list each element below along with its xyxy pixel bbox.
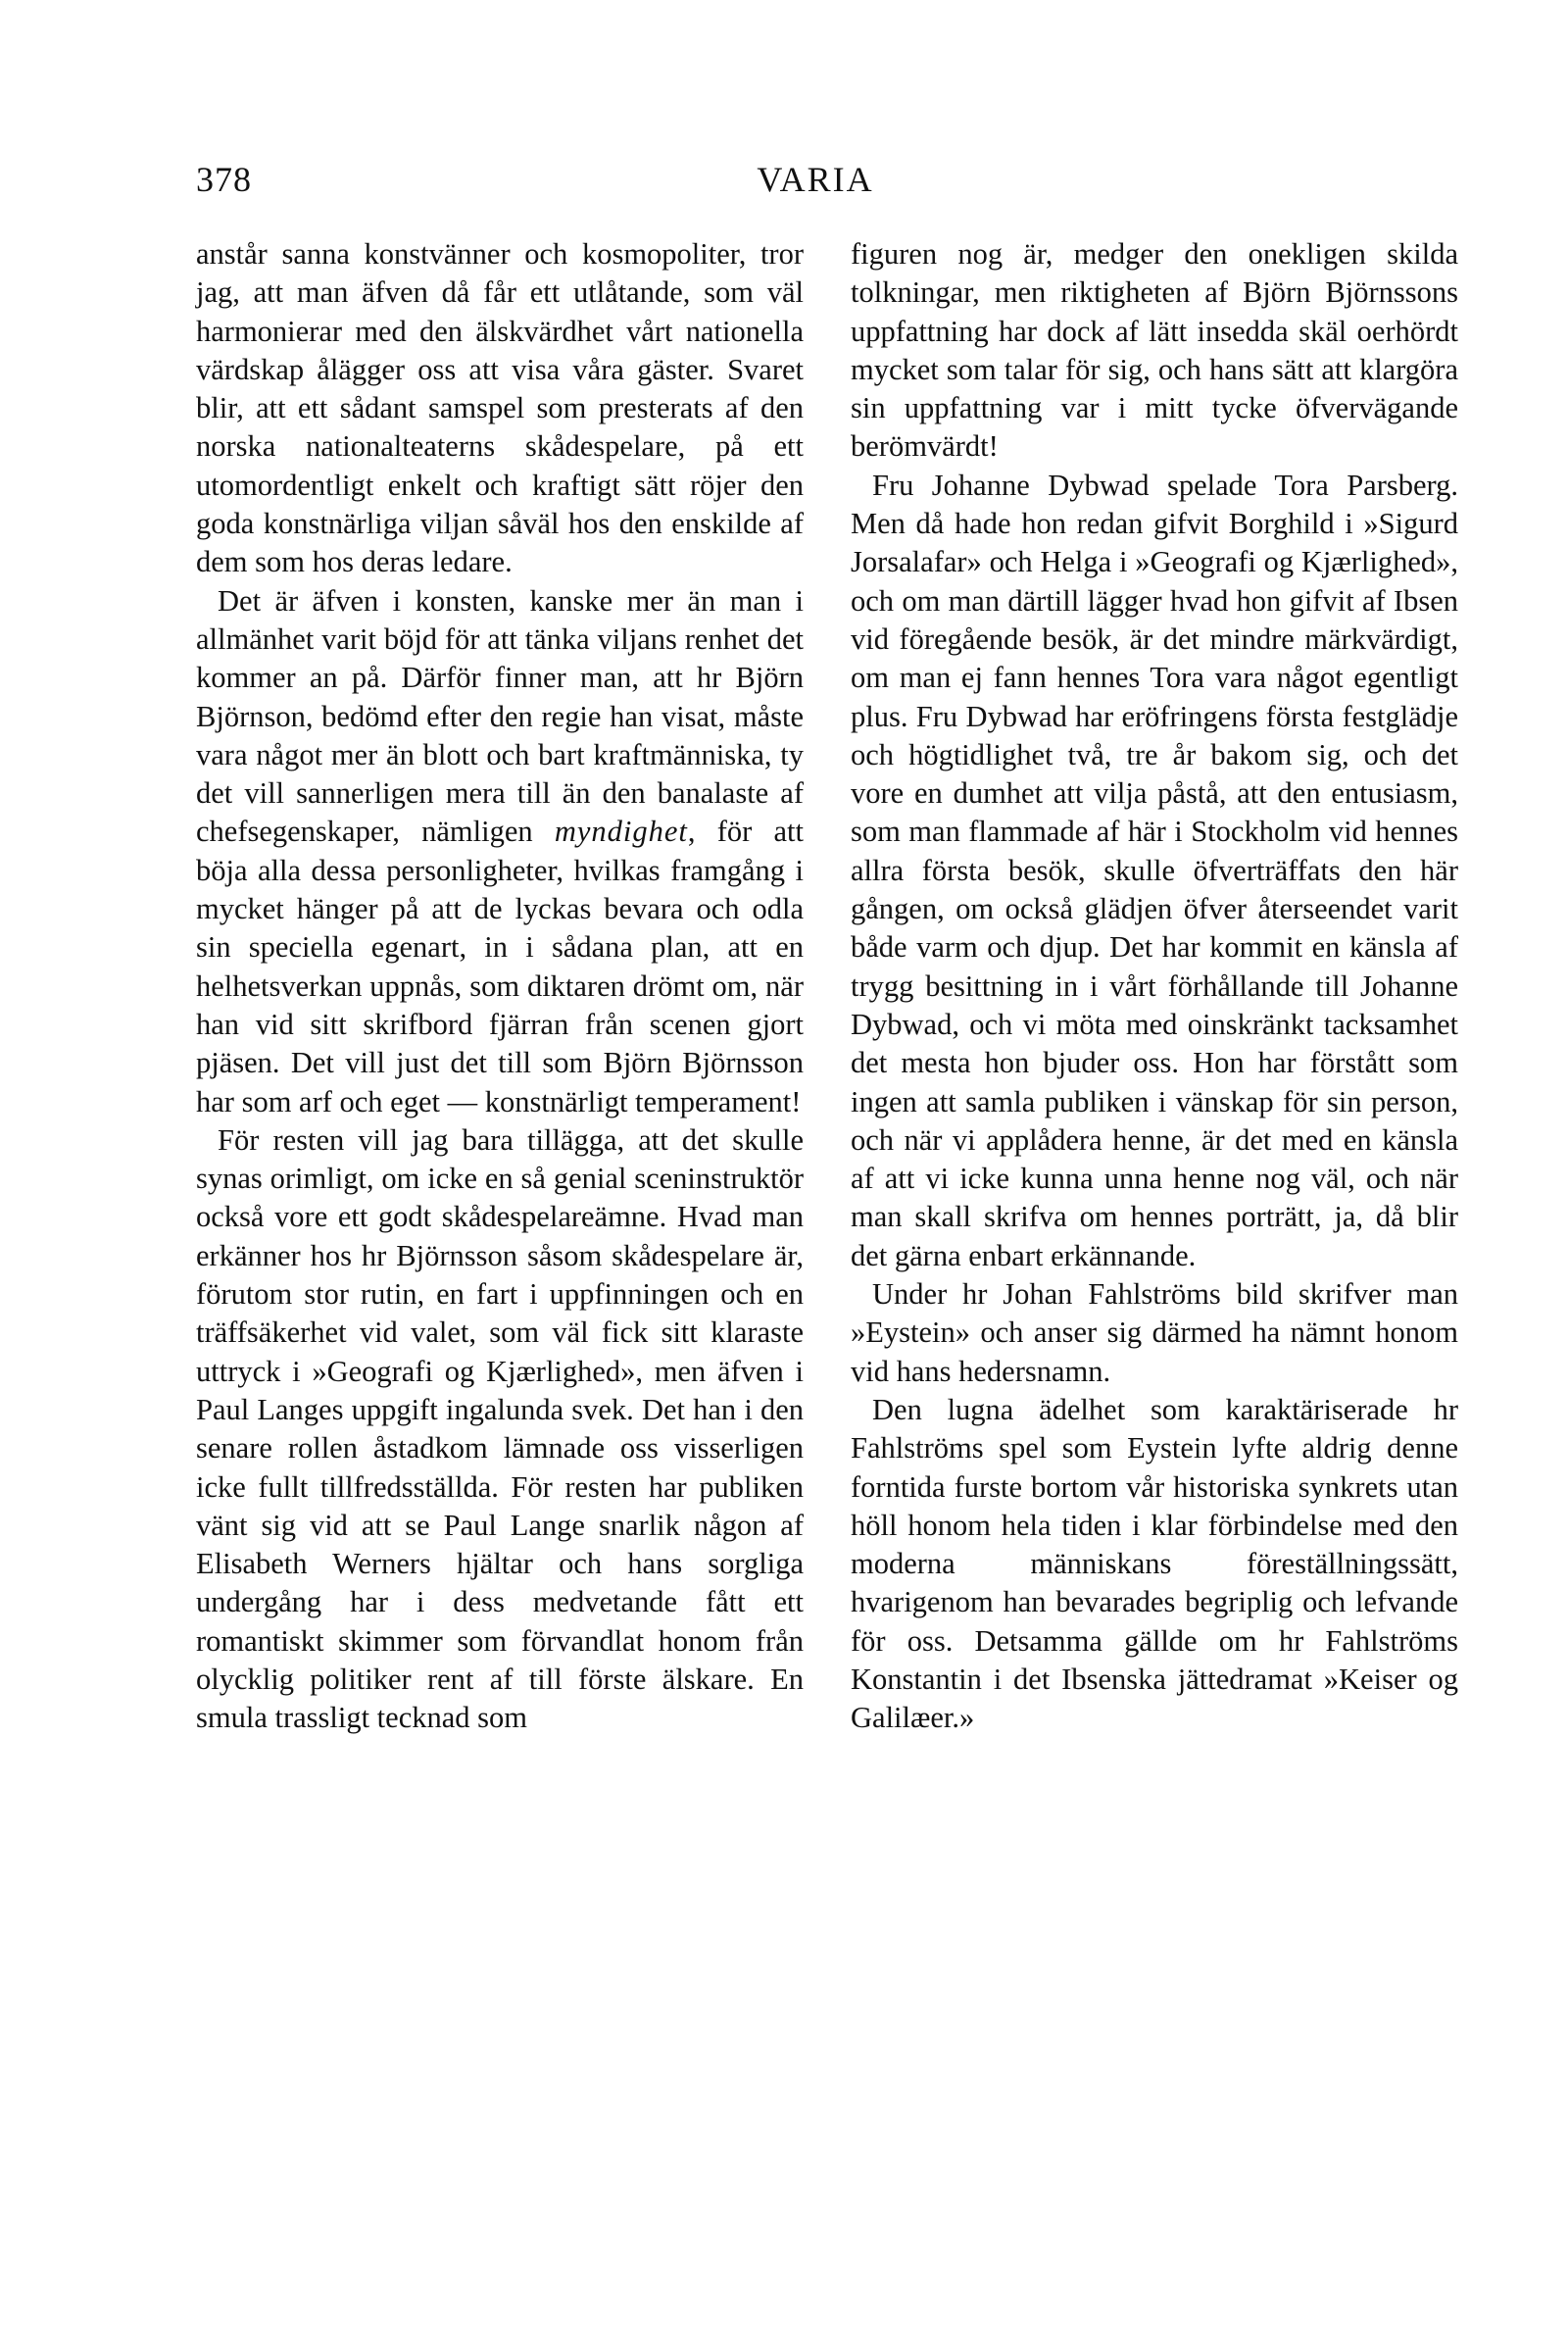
- running-head: VARIA: [757, 160, 874, 199]
- page-number: 378: [196, 160, 252, 199]
- left-column: [196, 235, 804, 1738]
- paragraph: Den lugna ädelhet som karaktäriserade hr Fahlströms spel som Eystein lyfte aldrig denne forntida furste bortom vår historiska synkrets utan höll honom hela tiden i klar förbindelse med den moderna människans föreställningssätt, hvarigenom han bevarades begriplig och lefvande för oss. Detsamma gällde om hr Fahlströms Konstantin i det Ibsenska jättedramat »Keiser og Galilæer.»: [851, 1392, 1458, 1735]
- right-column: [851, 235, 1458, 1738]
- paragraph: För resten vill jag bara tillägga, att det skulle synas orimligt, om icke en så genial sceninstruktör också vore ett godt skådespelareämne. Hvad man erkänner hos hr Björnsson såsom skådespelare är, förutom stor rutin, en fart i uppfinningen och en träffsäkerhet vid valet, som väl fick sitt klaraste uttryck i »Geografi og Kjærlighed», men äfven i Paul Langes uppgift ingalunda svek. Det han i den senare rollen åstadkom lämnade oss visserligen icke fullt tillfredsställda. För resten har publiken vänt sig vid att se Paul Lange snarlik någon af Elisabeth Werners hjältar och hans sorgliga undergång har i dess medvetande fått ett romantiskt skimmer som förvandlat honom från olycklig politiker rent af till förste älskare. En smula trassligt tecknad som: [196, 1122, 804, 1735]
- paragraph: figuren nog är, medger den onekligen skilda tolkningar, men riktigheten af Björn Björnssons uppfattning har dock af lätt insedda skäl oerhördt mycket som talar för sig, och hans sätt att klargöra sin uppfattning var i mitt tycke öfvervägande berömvärdt!: [851, 237, 1458, 464]
- paragraph: Under hr Johan Fahlströms bild skrifver man »Eystein» och anser sig därmed ha nämnt honom vid hans hedersnamn.: [851, 1277, 1458, 1388]
- paragraph-text: Det är äfven i konsten, kanske mer än man i allmänhet varit böjd för att tänka viljans renhet det kommer an på. Därför finner man, att hr Björn Björnson, bedömd efter den regie han visat, måste vara något mer än blott och bart kraftmänniska, ty det vill sannerligen mera till än den banalaste af chefsegenskaper, nämligen: [196, 583, 804, 849]
- paragraph: Fru Johanne Dybwad spelade Tora Parsberg. Men då hade hon redan gifvit Borghild i »Sigurd Jorsalafar» och Helga i »Geografi og Kjærlighed», och om man därtill lägger hvad hon gifvit af Ibsen vid föregående besök, är det mindre märkvärdigt, om man ej fann hennes Tora vara något egentligt plus. Fru Dybwad har eröfringens första festglädje och högtidlighet två, tre år bakom sig, och det vore en dumhet att vilja påstå, att den entusiasm, som man flammade af här i Stockholm vid hennes allra första besök, skulle öfverträffats den här gången, om också glädjen öfver återseendet varit både varm och djup. Det har kommit en känsla af trygg besittning in i vårt förhållande till Johanne Dybwad, och vi möta med oinskränkt tacksamhet det mesta hon bjuder oss. Hon har förstått som ingen att samla publiken i vänskap för sin person, och när vi applådera henne, är det med en känsla af att vi icke kunna unna henne nog väl, och när man skall skrifva om hennes porträtt, ja, då blir det gärna enbart erkännande.: [851, 468, 1458, 1272]
- paragraph-text: , för att böja alla dessa personligheter, hvilkas framgång i mycket hänger på att de lyckas bevara och odla sin speciella egenart, in i sådana plan, att en helhetsverkan uppnås, som diktaren drömt om, när han vid sitt skrifbord fjärran från scenen gjort pjäsen. Det vill just det till som Björn Björnsson har som arf och eget — konstnärligt temperament!: [196, 815, 804, 1118]
- paragraph: [196, 582, 804, 1121]
- page-header: [196, 159, 1435, 208]
- paragraph: anstår sanna konstvänner och kosmopoliter, tror jag, att man äfven då får ett utlåtande, som väl harmonierar med den älskvärdhet vårt nationella värdskap ålägger oss att visa våra gäster. Svaret blir, att ett sådant samspel som presterats af den norska nationalteaterns skådespelare, på ett utomordentligt enkelt och kraftigt sätt röjer den goda konstnärliga viljan såväl hos den enskilde af dem som hos deras ledare.: [196, 237, 804, 579]
- emphasized-word: myndighet: [554, 815, 688, 849]
